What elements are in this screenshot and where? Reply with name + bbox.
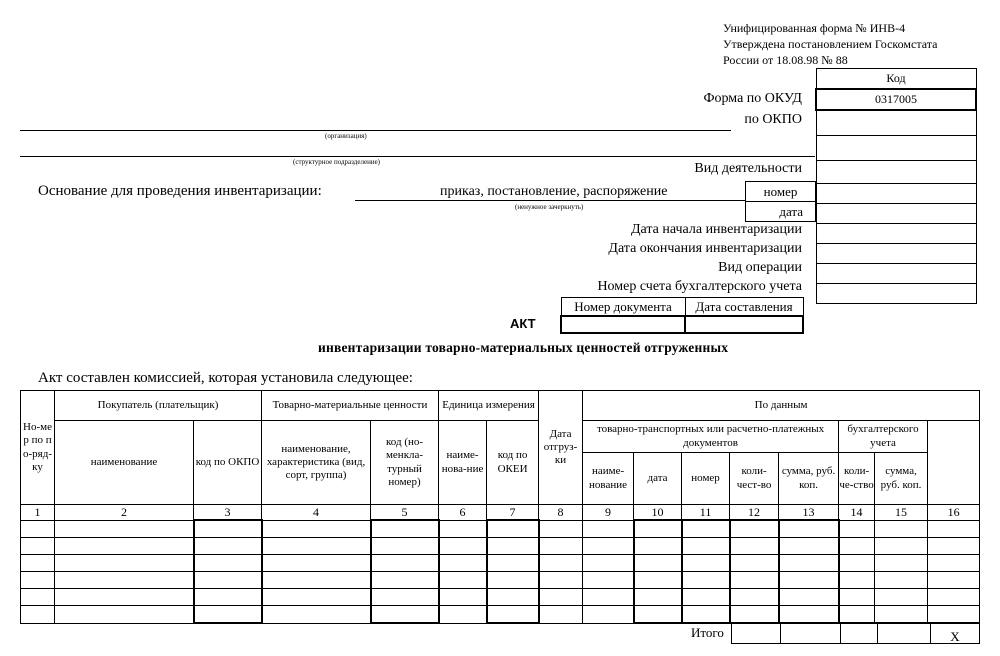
column-number: 8 <box>539 505 583 521</box>
unit-group-header: Единица измерения <box>439 391 539 421</box>
basis-label: Основание для проведения инвентаризации: <box>38 183 322 199</box>
table-cell[interactable] <box>928 589 980 606</box>
account-label: Номер счета бухгалтерского учета <box>597 279 802 294</box>
basis-value: приказ, постановление, распоряжение <box>440 184 668 199</box>
table-cell[interactable] <box>682 555 730 572</box>
table-cell[interactable] <box>730 606 779 624</box>
table-cell[interactable] <box>682 589 730 606</box>
okud-label: Форма по ОКУД <box>703 91 802 106</box>
table-cell[interactable] <box>262 606 371 624</box>
buyer-okpo-header: код по ОКПО <box>194 421 262 505</box>
table-cell[interactable] <box>730 589 779 606</box>
table-cell[interactable] <box>194 589 262 606</box>
act-subtitle: инвентаризации товарно-материальных ценностей отгруженных <box>318 340 729 355</box>
doc-date-header: Дата составления <box>685 298 803 317</box>
table-cell[interactable] <box>634 555 682 572</box>
table-cell[interactable] <box>634 606 682 624</box>
subdivision-code-cell[interactable] <box>816 136 976 161</box>
doc-number-cell[interactable] <box>561 316 685 333</box>
table-cell[interactable] <box>839 538 875 555</box>
date-label: дата <box>779 204 803 219</box>
table-cell[interactable] <box>55 589 194 606</box>
table-cell[interactable] <box>371 589 439 606</box>
table-cell[interactable] <box>55 555 194 572</box>
column-number: 4 <box>262 505 371 521</box>
table-cell[interactable] <box>779 606 839 624</box>
td-qty-header: коли-чест-во <box>730 453 779 505</box>
table-cell[interactable] <box>21 538 55 555</box>
table-cell[interactable] <box>779 555 839 572</box>
table-cell[interactable] <box>262 572 371 589</box>
subdivision-line[interactable] <box>20 156 815 157</box>
table-cell[interactable] <box>730 572 779 589</box>
table-cell[interactable] <box>634 572 682 589</box>
table-cell[interactable] <box>682 538 730 555</box>
activity-label: Вид деятельности <box>694 161 802 176</box>
okpo-label: по ОКПО <box>744 112 802 127</box>
total-acc-sum-cell[interactable] <box>878 623 931 644</box>
table-cell[interactable] <box>487 520 539 538</box>
table-cell[interactable] <box>779 572 839 589</box>
table-cell[interactable] <box>439 572 487 589</box>
ship-date-header: Дата отгруз-ки <box>539 391 583 505</box>
table-cell[interactable] <box>539 606 583 624</box>
table-cell[interactable] <box>875 538 928 555</box>
table-cell[interactable] <box>487 606 539 624</box>
table-cell[interactable] <box>194 555 262 572</box>
table-cell[interactable] <box>371 538 439 555</box>
total-acc-qty-cell[interactable] <box>841 623 878 644</box>
td-sum-header: сумма, руб. коп. <box>779 453 839 505</box>
table-cell[interactable] <box>928 572 980 589</box>
column-number: 10 <box>634 505 682 521</box>
total-sum-cell[interactable] <box>781 623 841 644</box>
unit-okei-header: код по ОКЕИ <box>487 421 539 505</box>
table-cell[interactable] <box>194 538 262 555</box>
table-cell[interactable] <box>583 572 634 589</box>
table-cell[interactable] <box>55 520 194 538</box>
doc-number-header: Номер документа <box>561 298 685 317</box>
basis-line[interactable] <box>355 200 745 201</box>
td-date-header: дата <box>634 453 682 505</box>
operation-label: Вид операции <box>718 260 802 275</box>
table-cell[interactable] <box>682 520 730 538</box>
table-cell[interactable] <box>371 606 439 624</box>
table-cell[interactable] <box>194 520 262 538</box>
table-cell[interactable] <box>21 589 55 606</box>
table-cell[interactable] <box>21 572 55 589</box>
table-cell[interactable] <box>262 589 371 606</box>
end-date-label: Дата окончания инвентаризации <box>608 241 802 256</box>
table-cell[interactable] <box>194 572 262 589</box>
acc-sum-header: сумма, руб. коп. <box>875 453 928 505</box>
table-cell[interactable] <box>730 555 779 572</box>
form-header-line3: России от 18.08.98 № 88 <box>723 53 848 67</box>
table-cell[interactable] <box>730 538 779 555</box>
column-number: 6 <box>439 505 487 521</box>
table-row <box>21 555 980 572</box>
number-label: номер <box>763 184 798 199</box>
total-qty-cell[interactable] <box>732 623 781 644</box>
start-date-label: Дата начала инвентаризации <box>630 222 802 237</box>
code-header: Код <box>816 69 976 90</box>
column-number: 1 <box>21 505 55 521</box>
table-cell[interactable] <box>839 606 875 624</box>
table-cell[interactable] <box>21 606 55 624</box>
form-header-line1: Унифицированная форма № ИНВ-4 <box>723 21 906 35</box>
table-cell[interactable] <box>583 555 634 572</box>
table-row <box>21 606 980 624</box>
table-cell[interactable] <box>439 606 487 624</box>
table-cell[interactable] <box>55 538 194 555</box>
basis-caption: (ненужное зачеркнуть) <box>515 203 584 211</box>
table-cell[interactable] <box>583 606 634 624</box>
x-mark: Х <box>950 629 960 644</box>
total-x-cell <box>931 623 980 644</box>
column-number: 7 <box>487 505 539 521</box>
table-cell[interactable] <box>875 555 928 572</box>
table-cell[interactable] <box>439 520 487 538</box>
table-cell[interactable] <box>875 606 928 624</box>
table-row <box>21 520 980 538</box>
table-cell[interactable] <box>634 520 682 538</box>
number-label-box <box>745 181 816 202</box>
table-row <box>21 572 980 589</box>
document-box <box>560 297 804 334</box>
table-cell[interactable] <box>371 555 439 572</box>
table-cell[interactable] <box>539 520 583 538</box>
buyer-group-header: Покупатель (плательщик) <box>55 391 262 421</box>
table-cell[interactable] <box>779 520 839 538</box>
td-number-header: номер <box>682 453 730 505</box>
column-number: 13 <box>779 505 839 521</box>
totals-row <box>731 622 980 644</box>
table-cell[interactable] <box>682 572 730 589</box>
table-cell[interactable] <box>634 538 682 555</box>
table-row <box>21 589 980 606</box>
td-name-header: наиме-нование <box>583 453 634 505</box>
table-cell[interactable] <box>262 555 371 572</box>
table-cell[interactable] <box>839 572 875 589</box>
doc-date-cell[interactable] <box>685 316 803 333</box>
column-number: 11 <box>682 505 730 521</box>
buyer-name-header: наименование <box>55 421 194 505</box>
column-number: 16 <box>928 505 980 521</box>
commission-text: Акт составлен комиссией, которая установила следующее: <box>38 370 413 386</box>
form-header <box>723 20 937 68</box>
column-number: 12 <box>730 505 779 521</box>
transport-docs-header: товарно-транспортных или расчетно-платежных документов <box>583 421 839 453</box>
act-title: АКТ <box>510 316 536 331</box>
start-date-cell[interactable] <box>816 224 976 244</box>
table-cell[interactable] <box>55 606 194 624</box>
column-number: 3 <box>194 505 262 521</box>
table-cell[interactable] <box>371 572 439 589</box>
column-number: 9 <box>583 505 634 521</box>
table-cell[interactable] <box>875 520 928 538</box>
accounting-header: бухгалтерского учета <box>839 421 928 453</box>
table-cell[interactable] <box>371 520 439 538</box>
code-box <box>815 68 977 304</box>
table-cell[interactable] <box>839 520 875 538</box>
table-cell[interactable] <box>928 538 980 555</box>
per-data-header: По данным <box>583 391 980 421</box>
table-cell[interactable] <box>839 555 875 572</box>
operation-cell[interactable] <box>816 264 976 284</box>
table-cell[interactable] <box>779 589 839 606</box>
acc-qty-header: коли-че-ство <box>839 453 875 505</box>
table-cell[interactable] <box>539 538 583 555</box>
table-cell[interactable] <box>875 589 928 606</box>
table-cell[interactable] <box>539 555 583 572</box>
inventory-table <box>20 390 980 624</box>
table-cell[interactable] <box>194 606 262 624</box>
table-cell[interactable] <box>730 520 779 538</box>
date-label-box <box>745 201 816 222</box>
basis-number-cell[interactable] <box>816 184 976 204</box>
form-header-line2: Утверждена постановлением Госкомстата <box>723 37 938 51</box>
table-cell[interactable] <box>682 606 730 624</box>
column-number: 5 <box>371 505 439 521</box>
column-number: 15 <box>875 505 928 521</box>
goods-name-header: наименование, характеристика (вид, сорт, группа) <box>262 421 371 505</box>
table-cell[interactable] <box>539 572 583 589</box>
data-rows <box>21 520 980 623</box>
end-date-cell[interactable] <box>816 244 976 264</box>
table-cell[interactable] <box>21 520 55 538</box>
activity-code-cell[interactable] <box>816 161 976 184</box>
unit-name-header: наиме-нова-ние <box>439 421 487 505</box>
table-cell[interactable] <box>487 555 539 572</box>
table-cell[interactable] <box>262 538 371 555</box>
column-number-row <box>21 505 980 521</box>
totals-label: Итого <box>691 625 724 640</box>
table-cell[interactable] <box>21 555 55 572</box>
okud-code-cell[interactable]: 0317005 <box>816 89 976 110</box>
column-number: 14 <box>839 505 875 521</box>
table-cell[interactable] <box>583 520 634 538</box>
goods-code-header: код (но-менкла-турный номер) <box>371 421 439 505</box>
column-number: 2 <box>55 505 194 521</box>
table-cell[interactable] <box>839 589 875 606</box>
col-number-header: Но-мер по по-ряд-ку <box>21 391 55 505</box>
table-row <box>21 538 980 555</box>
table-cell[interactable] <box>539 589 583 606</box>
organization-caption: (организация) <box>325 132 367 140</box>
account-cell[interactable] <box>816 284 976 304</box>
goods-group-header: Товарно-материальные ценности <box>262 391 439 421</box>
okpo-code-cell[interactable] <box>816 110 976 136</box>
basis-date-cell[interactable] <box>816 204 976 224</box>
table-cell[interactable] <box>439 589 487 606</box>
table-cell[interactable] <box>779 538 839 555</box>
table-cell[interactable] <box>55 572 194 589</box>
table-cell[interactable] <box>487 589 539 606</box>
organization-line[interactable] <box>20 130 731 131</box>
table-cell[interactable] <box>875 572 928 589</box>
table-cell[interactable] <box>439 538 487 555</box>
table-cell[interactable] <box>262 520 371 538</box>
table-cell[interactable] <box>583 589 634 606</box>
table-cell[interactable] <box>928 520 980 538</box>
table-cell[interactable] <box>439 555 487 572</box>
table-cell[interactable] <box>928 555 980 572</box>
table-cell[interactable] <box>487 572 539 589</box>
table-cell[interactable] <box>634 589 682 606</box>
table-cell[interactable] <box>583 538 634 555</box>
subdivision-caption: (структурное подразделение) <box>293 158 381 166</box>
table-cell[interactable] <box>928 606 980 624</box>
table-cell[interactable] <box>487 538 539 555</box>
